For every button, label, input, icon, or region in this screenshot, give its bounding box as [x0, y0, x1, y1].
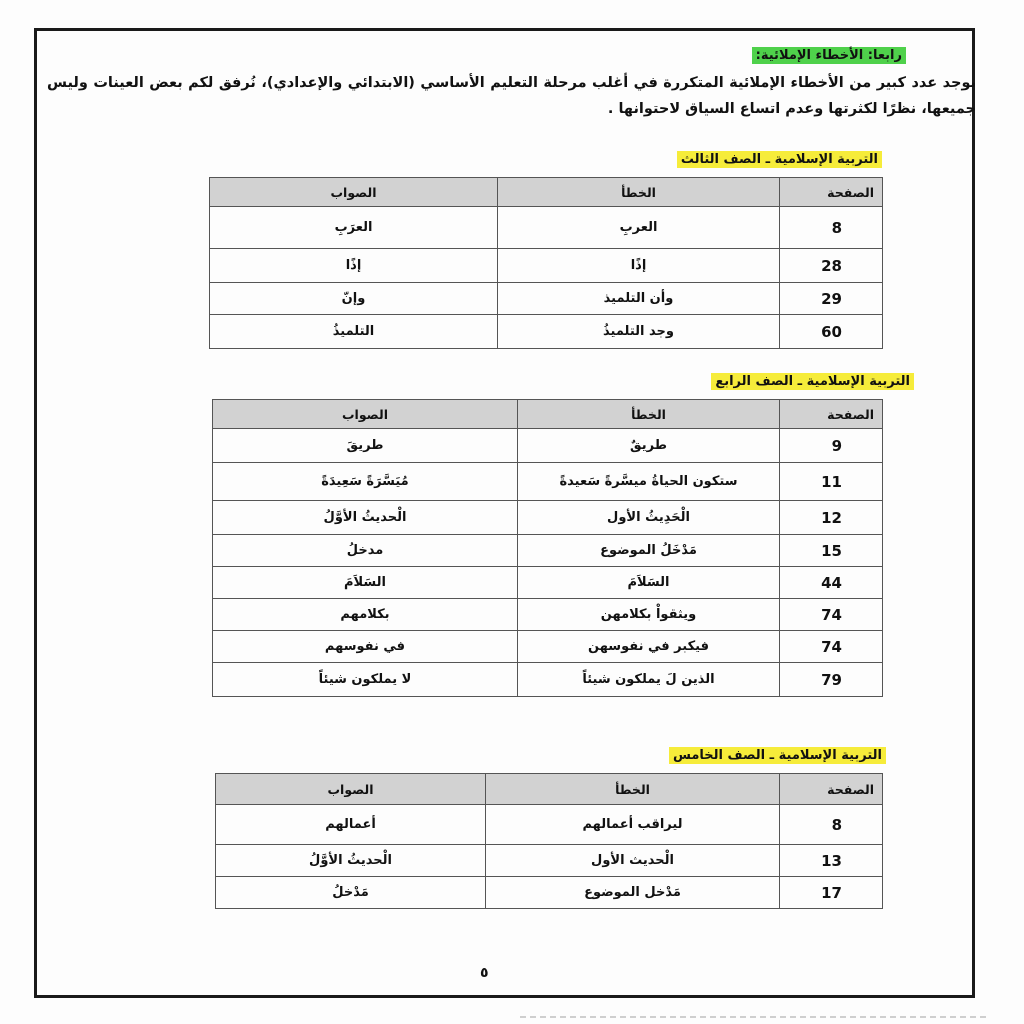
- table-header-row: [213, 400, 883, 429]
- table-3-title: التربية الإسلامية ـ الصف الخامس: [0, 748, 886, 763]
- right-cell: لا يملكون شيئاً: [213, 663, 518, 697]
- wrong-cell: فيكبر في نفوسهن: [518, 631, 780, 663]
- col-page-header: الصفحة: [780, 774, 883, 805]
- page-cell: 17: [780, 877, 883, 909]
- wrong-cell: ويثقواْ بكلامهن: [518, 599, 780, 631]
- page-cell: 12: [780, 501, 883, 535]
- table-row: [213, 599, 883, 631]
- right-cell: إذًا: [210, 249, 498, 283]
- page-cell: 15: [780, 535, 883, 567]
- wrong-cell: إذًا: [498, 249, 780, 283]
- right-cell: في نفوسهم: [213, 631, 518, 663]
- right-cell: أعمالهم: [216, 805, 486, 845]
- right-cell: التلميذُ: [210, 315, 498, 349]
- table-header-row: [216, 774, 883, 805]
- wrong-cell: الذين لَ يملكون شيئاً: [518, 663, 780, 697]
- col-right-header: الصواب: [213, 400, 518, 429]
- errors-table-grade4: [212, 399, 883, 697]
- wrong-cell: العربِ: [498, 207, 780, 249]
- col-wrong-header: الخطأ: [486, 774, 780, 805]
- table-row: [210, 249, 883, 283]
- errors-table-grade3: [209, 177, 883, 349]
- table-row: [213, 567, 883, 599]
- table-row: [216, 805, 883, 845]
- table-row: [213, 631, 883, 663]
- right-cell: طريقَ: [213, 429, 518, 463]
- right-cell: العرَبِ: [210, 207, 498, 249]
- right-cell: وإنّ: [210, 283, 498, 315]
- right-cell: بكلامهم: [213, 599, 518, 631]
- wrong-cell: الْحَدِيثُ الأول: [518, 501, 780, 535]
- scan-edge: [520, 1016, 990, 1018]
- page-cell: 44: [780, 567, 883, 599]
- right-cell: مَدْخلُ: [216, 877, 486, 909]
- page-cell: 9: [780, 429, 883, 463]
- wrong-cell: طريقٌ: [518, 429, 780, 463]
- table-row: [213, 429, 883, 463]
- page-cell: 60: [780, 315, 883, 349]
- page-cell: 13: [780, 845, 883, 877]
- table-row: [213, 463, 883, 501]
- table-row: [216, 877, 883, 909]
- col-page-header: الصفحة: [780, 400, 883, 429]
- table-row: [213, 501, 883, 535]
- table-row: [210, 283, 883, 315]
- wrong-cell: وأن التلميذ: [498, 283, 780, 315]
- errors-table-grade5: [215, 773, 883, 909]
- right-cell: السَلاَمَ: [213, 567, 518, 599]
- right-cell: مُيَسَّرَةً سَعِيدَةً: [213, 463, 518, 501]
- wrong-cell: مَدْخل الموضوع: [486, 877, 780, 909]
- table-row: [213, 663, 883, 697]
- wrong-cell: السَلاَمَ: [518, 567, 780, 599]
- col-wrong-header: الخطأ: [498, 178, 780, 207]
- page-cell: 74: [780, 631, 883, 663]
- col-wrong-header: الخطأ: [518, 400, 780, 429]
- page-cell: 8: [780, 207, 883, 249]
- intro-paragraph: يوجد عدد كبير من الأخطاء الإملائية المتكررة في أغلب مرحلة التعليم الأساسي (الابتدائي والإعدادي)، نُرفق لكم بعض العينات وليس جميعها، نظرًا لكثرتها وعدم اتساع السياق لاحتوانها .: [47, 75, 976, 117]
- page-cell: 11: [780, 463, 883, 501]
- table-row: [210, 207, 883, 249]
- page-cell: 74: [780, 599, 883, 631]
- table-header-row: [210, 178, 883, 207]
- right-cell: الْحديثُ الأوَّلُ: [216, 845, 486, 877]
- col-page-header: الصفحة: [780, 178, 883, 207]
- page-cell: 28: [780, 249, 883, 283]
- table-row: [213, 535, 883, 567]
- page-number: ٥: [480, 965, 489, 981]
- page-cell: 29: [780, 283, 883, 315]
- right-cell: مدخلُ: [213, 535, 518, 567]
- table-1-title: التربية الإسلامية ـ الصف الثالث: [0, 152, 882, 167]
- wrong-cell: ستكون الحياةُ ميسَّرةً سَعيدةً: [518, 463, 780, 501]
- wrong-cell: الْحديث الأول: [486, 845, 780, 877]
- table-row: [210, 315, 883, 349]
- table-2-title: التربية الإسلامية ـ الصف الرابع: [0, 374, 914, 389]
- wrong-cell: مَدْخَلُ الموضوع: [518, 535, 780, 567]
- right-cell: الْحديثُ الأوَّلُ: [213, 501, 518, 535]
- table-row: [216, 845, 883, 877]
- section-heading: رابعا: الأخطاء الإملائية:: [0, 48, 906, 63]
- col-right-header: الصواب: [216, 774, 486, 805]
- page-cell: 79: [780, 663, 883, 697]
- wrong-cell: ليراقب أعمالهم: [486, 805, 780, 845]
- page-cell: 8: [780, 805, 883, 845]
- wrong-cell: وجد التلميذُ: [498, 315, 780, 349]
- col-right-header: الصواب: [210, 178, 498, 207]
